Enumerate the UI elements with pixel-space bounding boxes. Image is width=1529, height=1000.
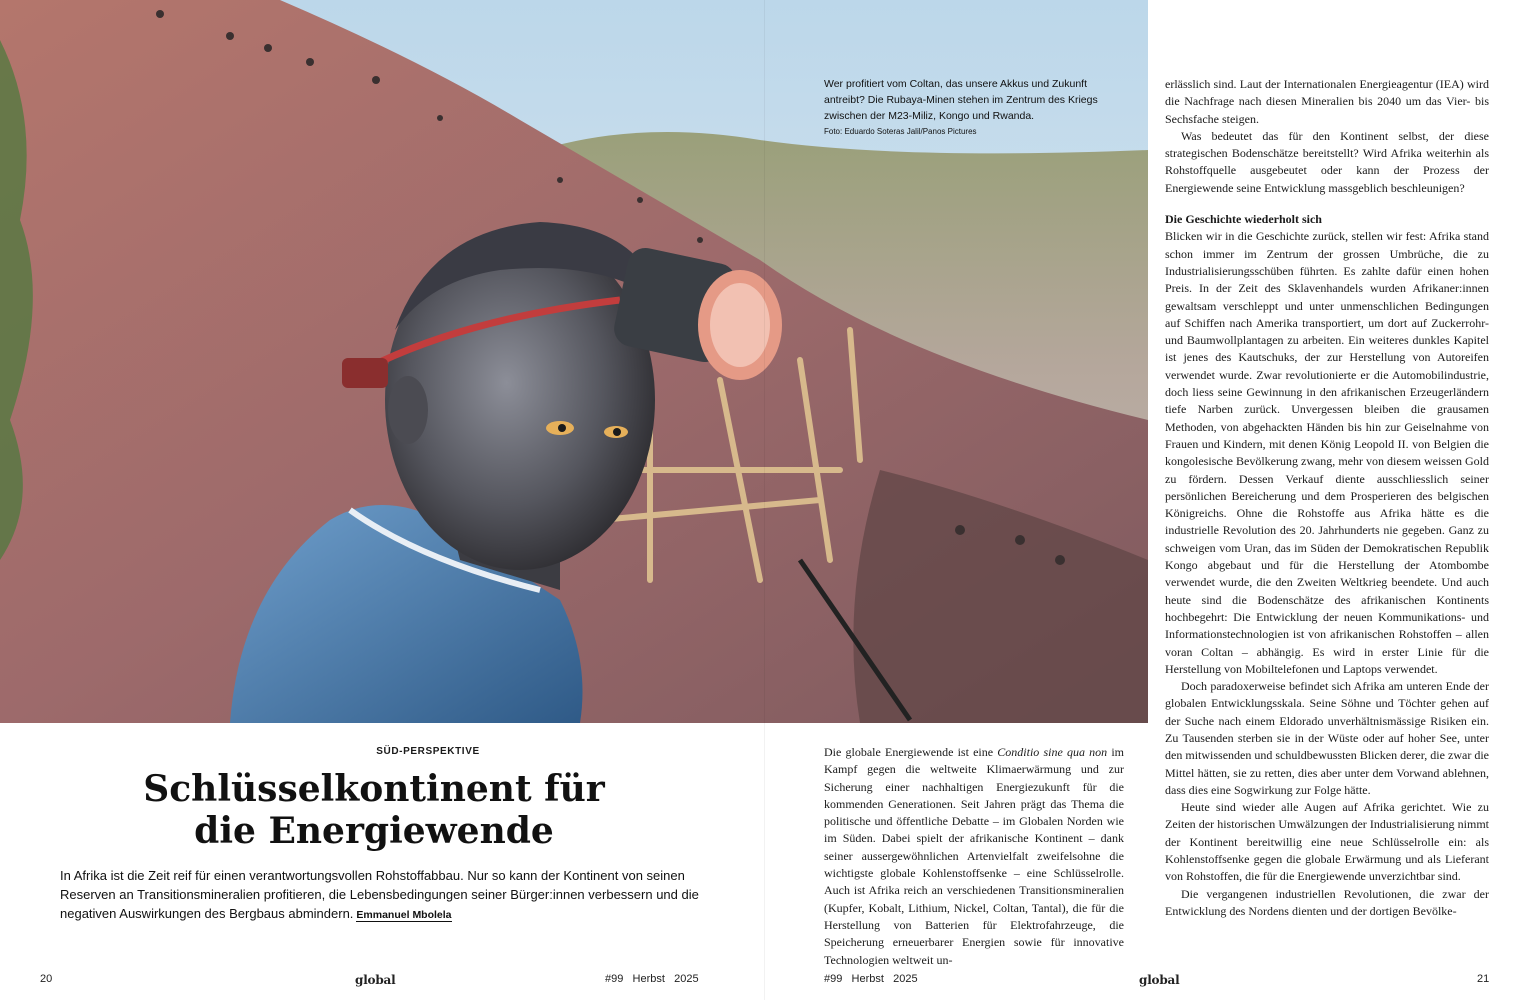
issue-info-left [605,973,699,985]
issue-number: #99 [824,973,843,985]
issue-year: 2025 [674,973,699,985]
body-column-right [1165,76,1489,920]
spacer [1165,197,1489,211]
body-column-middle [824,744,1124,969]
title-line-2: die Energiewende [194,810,554,852]
page-number-right: 21 [1477,973,1490,985]
lead-text: In Afrika ist die Zeit reif für einen verantwortungsvollen Rohstoffabbau. Nur so kann der Kontinent von seinen Reserven an Transitionsmineralien profitieren, die Lebensbedingungen seiner Bürger:innen verbessern und die negativen Auswirkungen des Bergbaus abmindern. [60,868,699,921]
photo-credit: Foto: Eduardo Soteras Jalil/Panos Pictures [824,127,977,136]
caption-text: Wer profitiert vom Coltan, das unsere Akkus und Zukunft antreibt? Die Rubaya-Minen stehen im Zentrum des Kriegs zwischen der M23-Miliz, Kongo und Rwanda. [824,78,1098,122]
paragraph-emphasis: Conditio sine qua non [997,745,1108,759]
paragraph-text: Die globale Energiewende ist eine [824,745,998,759]
section-heading: Die Geschichte wiederholt sich [1165,212,1322,227]
page-gutter [764,0,765,1000]
issue-season: Herbst [851,973,884,985]
magazine-brand-right: global [1139,973,1180,987]
author-name: Emmanuel Mbolela [356,909,452,921]
issue-season: Herbst [632,973,665,985]
article-title [100,768,648,852]
issue-number: #99 [605,973,624,985]
paragraph-text: im Kampf gegen die weltweite Klimaerwärmung und zur Sicherung einer nachhaltigen Energiezukunft für die kommenden Generationen. Seit Jahren prägt das Thema die politische und öffentliche Debatte – im Globalen Norden wie im Süden. Dabei spielt der afrikanische Kontinent – dank seiner aussergewöhnlichen Artenvielfalt zweifelsohne die wichtigste globale Kohlenstoffsenke – eine Schlüsselrolle. Auch ist Afrika reich an verschiedenen Transitionsmineralien (Kupfer, Kobalt, Lithium, Nickel, Coltan, Tantal), die für die Herstellung von Batterien für Elektrofahrzeuge, die Speicherung erneuerbarer Energien sowie für innovative Technologien weltweit un- [824,745,1125,967]
page-number-left: 20 [40,973,53,985]
section-kicker: SÜD-PERSPEKTIVE [376,746,480,757]
article-lead [60,866,700,925]
paragraph: Die vergangenen industriellen Revolutionen, die zwar der Entwicklung des Nordens dienten und der dortigen Bevölke- [1165,886,1489,918]
magazine-brand-left: global [355,973,396,987]
paragraph: Doch paradoxerweise befindet sich Afrika am unteren Ende der globalen Entwicklungsskala. Seine Söhne und Töchter gehen auf der Suche nach einem Eldorado unverhältnismässige Risiken ein. Zu Tausenden sterben sie in der Wüste oder auf hoher See, unter den mitwissenden und schuldbewussten Blicken derer, die zwar die Mittel hätten, sie zu retten, dies aber unter dem Vorwand ablehnen, dass dies eine Sogwirkung zur Folge hätte. [1165,679,1489,797]
photo-caption [824,76,1124,139]
paragraph: Was bedeutet das für den Kontinent selbst, der diese strategischen Bodenschätze bereitstellt? Wird Afrika weiterhin als Rohstoffquelle ausgebeutet oder kann der Prozess der Energiewende seine Entwicklung massgeblich beschleunigen? [1165,128,1489,195]
issue-info-right [824,973,918,985]
paragraph: erlässlich sind. Laut der Internationalen Energieagentur (IEA) wird die Nachfrage nach diesen Mineralien bis 2040 um das Vier- bis Sechsfache steigen. [1165,77,1489,126]
paragraph: Blicken wir in die Geschichte zurück, stellen wir fest: Afrika stand schon immer im Zentrum der grossen Umbrüche, die zu Industrialisierungsschüben führten. Es zahlte dafür einen hohen Preis. In der Zeit des Sklavenhandels wurden Afrikaner:innen gewaltsam verschleppt und unter unmenschlichen Bedingungen auf Schiffen nach Amerika transportiert, um dort auf Zuckerrohr- und Baumwollplantagen zu arbeiten. Ein weiteres dunkles Kapitel ist jenes des Kautschuks, der zur Herstellung von Autoreifen verwendet wurde. Zwar revolutionierte er die Automobilindustrie, doch liess seine Gewinnung in den afrikanischen Erzeugerländern tiefe Narben zurück. Unvergessen bleiben die grausamen Methoden, von abgehackten Händen bis hin zur Geiselnahme von Frauen und Kindern, mit denen König Leopold II. von Belgien die kongolesische Bevölkerung zwang, mehr von diesem weissen Gold zu fördern. Dessen Verkauf diente ausschliesslich seiner persönlichen Bereicherung und dem Prosperieren des belgischen Königreichs. Ohne die Rohstoffe aus Afrika hätte es die industrielle Revolution des 20. Jahrhunderts nie gegeben. Ganz zu schweigen vom Uran, das im Süden der Demokratischen Republik Kongo abgebaut und für die Herstellung der Atombombe verwendet wurde, die den Zweiten Weltkrieg beendete. Und auch heute sind die Bodenschätze des afrikanischen Kontinents hochbegehrt: Die Entwicklung der neuen Kommunikations- und Informationstechnologien ist von afrikanischen Rohstoffen – allen voran Coltan – abhängig. Es wird in erster Linie für die Herstellung von Mobiltelefonen und Laptops verwendet. [1165,229,1489,676]
paragraph: Heute sind wieder alle Augen auf Afrika gerichtet. Wie zu Zeiten der historischen Umwälzungen der Industrialisierung nimmt der Kontinent bereitwillig eine neue Schlüsselrolle ein: als Kohlenstoffsenke gegen die globale Erwärmung und als Lieferant von Rohstoffen, die für die Energiewende unverzichtbar sind. [1165,800,1489,884]
paragraph [824,744,1124,969]
issue-year: 2025 [893,973,918,985]
title-line-1: Schlüsselkontinent für [143,768,605,810]
